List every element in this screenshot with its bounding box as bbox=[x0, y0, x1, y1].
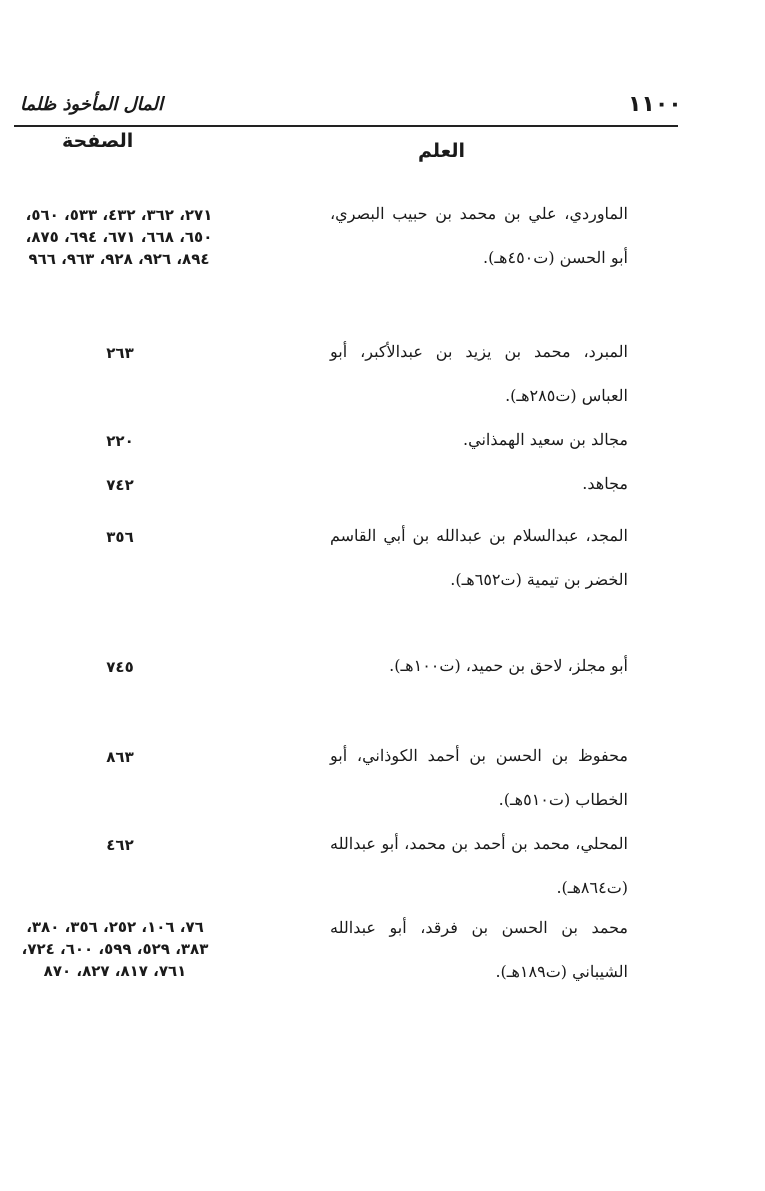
entry-name: المحلي، محمد بن أحمد بن محمد، أبو عبدالله (ت٨٦٤هـ). bbox=[330, 834, 628, 897]
page-header bbox=[0, 88, 765, 128]
entry-pages: ٢٢٠ bbox=[106, 432, 134, 450]
column-header-page: الصفحة bbox=[62, 130, 134, 152]
entry-pages: ٧٦، ١٠٦، ٢٥٢، ٣٥٦، ٣٨٠، ٣٨٣، ٥٢٩، ٥٩٩، ٦٠٠، ٧٢٤، ٧٦١، ٨١٧، ٨٢٧، ٨٧٠ bbox=[21, 918, 209, 980]
entry-pages: ٧٤٢ bbox=[106, 476, 134, 494]
entry-name: المجد، عبدالسلام بن عبدالله بن أبي القاسم الخضر بن تيمية (ت٦٥٢هـ). bbox=[330, 526, 628, 589]
entry-pages: ٣٥٦ bbox=[106, 528, 134, 546]
page-number: ١١٠٠ bbox=[628, 92, 682, 117]
running-title: المال المأخوذ ظلما bbox=[20, 94, 163, 115]
entry-name: الماوردي، علي بن محمد بن حبيب البصري، أبو الحسن (ت٤٥٠هـ). bbox=[330, 204, 628, 267]
entry-pages: ٧٤٥ bbox=[106, 658, 134, 676]
entry-pages: ٨٦٣ bbox=[106, 748, 134, 766]
entry-name: أبو مجلز، لاحق بن حميد، (ت١٠٠هـ). bbox=[389, 656, 628, 675]
entry-name: مجالد بن سعيد الهمذاني. bbox=[463, 430, 628, 449]
entry-name: محفوظ بن الحسن بن أحمد الكوذاني، أبو الخطاب (ت٥١٠هـ). bbox=[330, 746, 628, 809]
entry-name: مجاهد. bbox=[582, 474, 628, 493]
header-rule bbox=[14, 125, 678, 127]
entry-pages: ٢٦٣ bbox=[106, 344, 134, 362]
entry-pages: ٤٦٢ bbox=[106, 836, 134, 854]
column-header-name: العلم bbox=[418, 140, 466, 162]
entry-name: المبرد، محمد بن يزيد بن عبدالأكبر، أبو العباس (ت٢٨٥هـ). bbox=[330, 342, 628, 405]
entry-name: محمد بن الحسن بن فرقد، أبو عبدالله الشيباني (ت١٨٩هـ). bbox=[330, 918, 628, 981]
entry-pages: ٢٧١، ٣٦٢، ٤٣٢، ٥٣٣، ٥٦٠، ٦٥٠، ٦٦٨، ٦٧١، ٦٩٤، ٨٧٥، ٨٩٤، ٩٢٦، ٩٢٨، ٩٦٣، ٩٦٦ bbox=[25, 206, 213, 268]
